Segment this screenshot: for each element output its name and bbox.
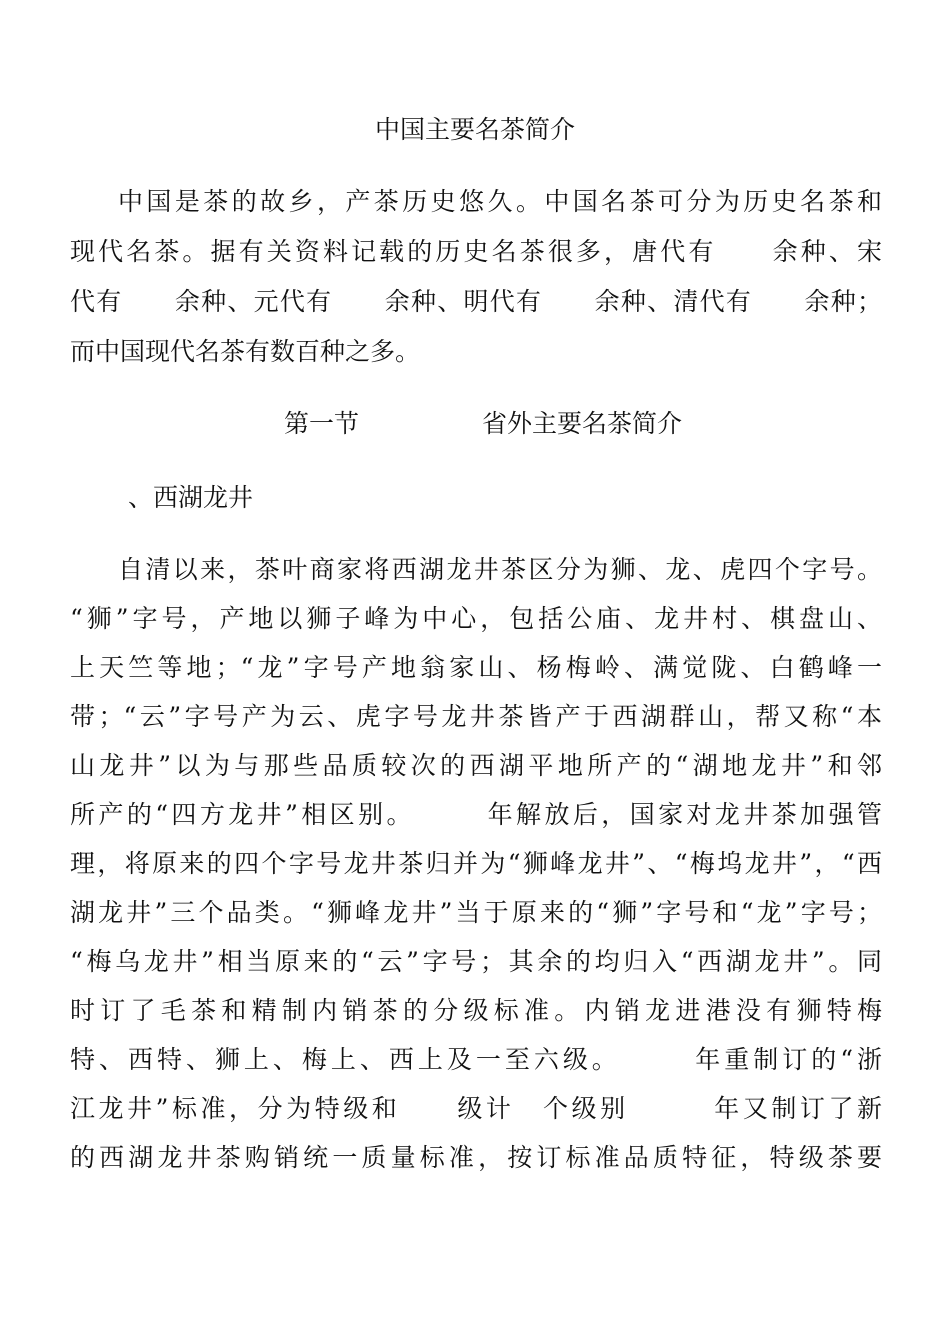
body-line: 上天竺等地；“龙”字号产地翁家山、杨梅岭、满觉陇、白鹤峰一 [70,653,882,682]
section-number: 第一节 [284,409,360,438]
intro-line: 代有 余种、元代有 余种、明代有 余种、清代有 余种； [70,287,882,316]
body-line: 江龙井”标准，分为特级和 级计 个级别 年又制订了新 [70,1094,882,1123]
subsection-title: 、西湖龙井 [128,483,254,512]
body-line: 自清以来，茶叶商家将西湖龙井茶区分为狮、龙、虎四个字号。 [118,555,882,584]
body-line: 带；“云”字号产为云、虎字号龙井茶皆产于西湖群山，帮又称“本 [70,702,882,731]
body-line: 时订了毛茶和精制内销茶的分级标准。内销龙进港没有狮特梅 [70,996,882,1025]
document-title: 中国主要名茶简介 [374,115,575,144]
body-line: 所产的“四方龙井”相区别。 年解放后，国家对龙井茶加强管 [70,800,882,829]
section-title: 省外主要名茶简介 [482,409,683,438]
body-line: 理，将原来的四个字号龙井茶归并为“狮峰龙井”、“梅坞龙井”，“西 [70,849,882,878]
body-line: 湖龙井”三个品类。“狮峰龙井”当于原来的“狮”字号和“龙”字号； [70,898,882,927]
intro-line: 中国是茶的故乡，产茶历史悠久。中国名茶可分为历史名茶和 [118,187,882,216]
intro-line: 而中国现代名茶有数百种之多。 [70,337,421,366]
body-line: “梅乌龙井”相当原来的“云”字号；其余的均归入“西湖龙井”。同 [70,947,882,976]
intro-line: 现代名茶。据有关资料记载的历史名茶很多，唐代有 余种、宋 [70,237,882,266]
body-line: 的西湖龙井茶购销统一质量标准，按订标准品质特征，特级茶要 [70,1143,882,1172]
body-line: “狮”字号，产地以狮子峰为中心，包括公庙、龙井村、棋盘山、 [70,604,882,633]
body-line: 特、西特、狮上、梅上、西上及一至六级。 年重制订的“浙 [70,1045,882,1074]
body-line: 山龙井”以为与那些品质较次的西湖平地所产的“湖地龙井”和邻 [70,751,882,780]
